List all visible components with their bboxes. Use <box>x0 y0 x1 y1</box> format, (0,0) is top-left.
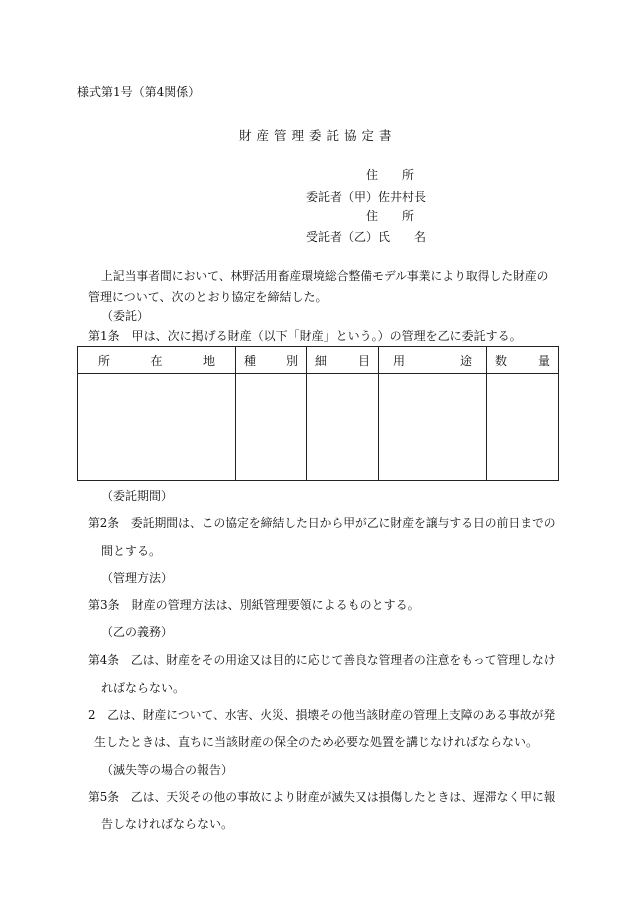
article-5-heading: （滅失等の場合の報告） <box>101 763 234 777</box>
article-4-paragraph-2-line-2: 生したときは、直ちに当該財産の保全のため必要な処置を講じなければならない。 <box>94 735 539 749</box>
consignor-address-label: 住 所 <box>366 168 415 182</box>
consignor-name: 委託者（甲）佐井村長 <box>306 190 427 204</box>
consignee-name: 受託者（乙）氏 名 <box>306 230 427 244</box>
header-detail-char-2: 目 <box>357 353 370 368</box>
header-detail-char-1: 細 <box>315 353 328 368</box>
header-quantity-char-2: 量 <box>537 353 550 368</box>
header-use <box>379 347 487 374</box>
property-table-header-row <box>78 347 559 374</box>
article-5-line-1: 第5条 乙は、天災その他の事故により財産が滅失又は損傷したときは、遅滞なく甲に報 <box>88 790 556 804</box>
article-3-heading: （管理方法） <box>101 571 174 585</box>
header-use-char-1: 用 <box>393 353 406 368</box>
property-table-body-row <box>78 374 559 481</box>
header-location-char-2: 在 <box>150 353 163 368</box>
cell-detail[interactable] <box>307 374 379 481</box>
article-4-paragraph-2-line-1: 2 乙は、財産について、水害、火災、損壊その他当該財産の管理上支障のある事故が発 <box>88 708 556 722</box>
cell-location[interactable] <box>78 374 236 481</box>
header-type-char-2: 別 <box>285 353 298 368</box>
cell-use[interactable] <box>379 374 487 481</box>
article-2-line-1: 第2条 委託期間は、この協定を締結した日から甲が乙に財産を譲与する日の前日までの <box>88 516 556 530</box>
cell-quantity[interactable] <box>487 374 559 481</box>
header-location-char-3: 地 <box>202 353 215 368</box>
article-5-line-2: 告しなければならない。 <box>101 817 234 831</box>
preamble-line-1: 上記当事者間において、林野活用畜産環境総合整備モデル事業により取得した財産の <box>101 269 549 283</box>
article-1-text: 第1条 甲は、次に掲げる財産（以下「財産」という。）の管理を乙に委託する。 <box>88 329 522 343</box>
form-number: 様式第1号（第4関係） <box>77 85 201 99</box>
article-1-heading: （委託） <box>101 309 150 323</box>
cell-type[interactable] <box>236 374 307 481</box>
article-4-line-1: 第4条 乙は、財産をその用途又は目的に応じて善良な管理者の注意をもって管理しなけ <box>88 653 556 667</box>
header-use-char-2: 途 <box>459 353 472 368</box>
header-location <box>78 347 236 374</box>
article-4-heading: （乙の義務） <box>101 625 174 639</box>
header-type <box>236 347 307 374</box>
article-3-text: 第3条 財産の管理方法は、別紙管理要領によるものとする。 <box>88 598 420 612</box>
article-4-line-2: ればならない。 <box>101 681 186 695</box>
consignee-address-label: 住 所 <box>366 209 415 223</box>
header-type-char-1: 種 <box>244 353 257 368</box>
header-quantity-char-1: 数 <box>495 353 508 368</box>
document-title: 財産管理委託協定書 <box>239 128 397 143</box>
header-detail <box>307 347 379 374</box>
property-table <box>77 346 559 481</box>
preamble-line-2: 管理について、次のとおり協定を締結した。 <box>88 290 328 304</box>
article-2-line-2: 間とする。 <box>101 544 162 558</box>
header-quantity <box>487 347 559 374</box>
header-location-char-1: 所 <box>98 353 111 368</box>
article-2-heading: （委託期間） <box>101 489 174 503</box>
